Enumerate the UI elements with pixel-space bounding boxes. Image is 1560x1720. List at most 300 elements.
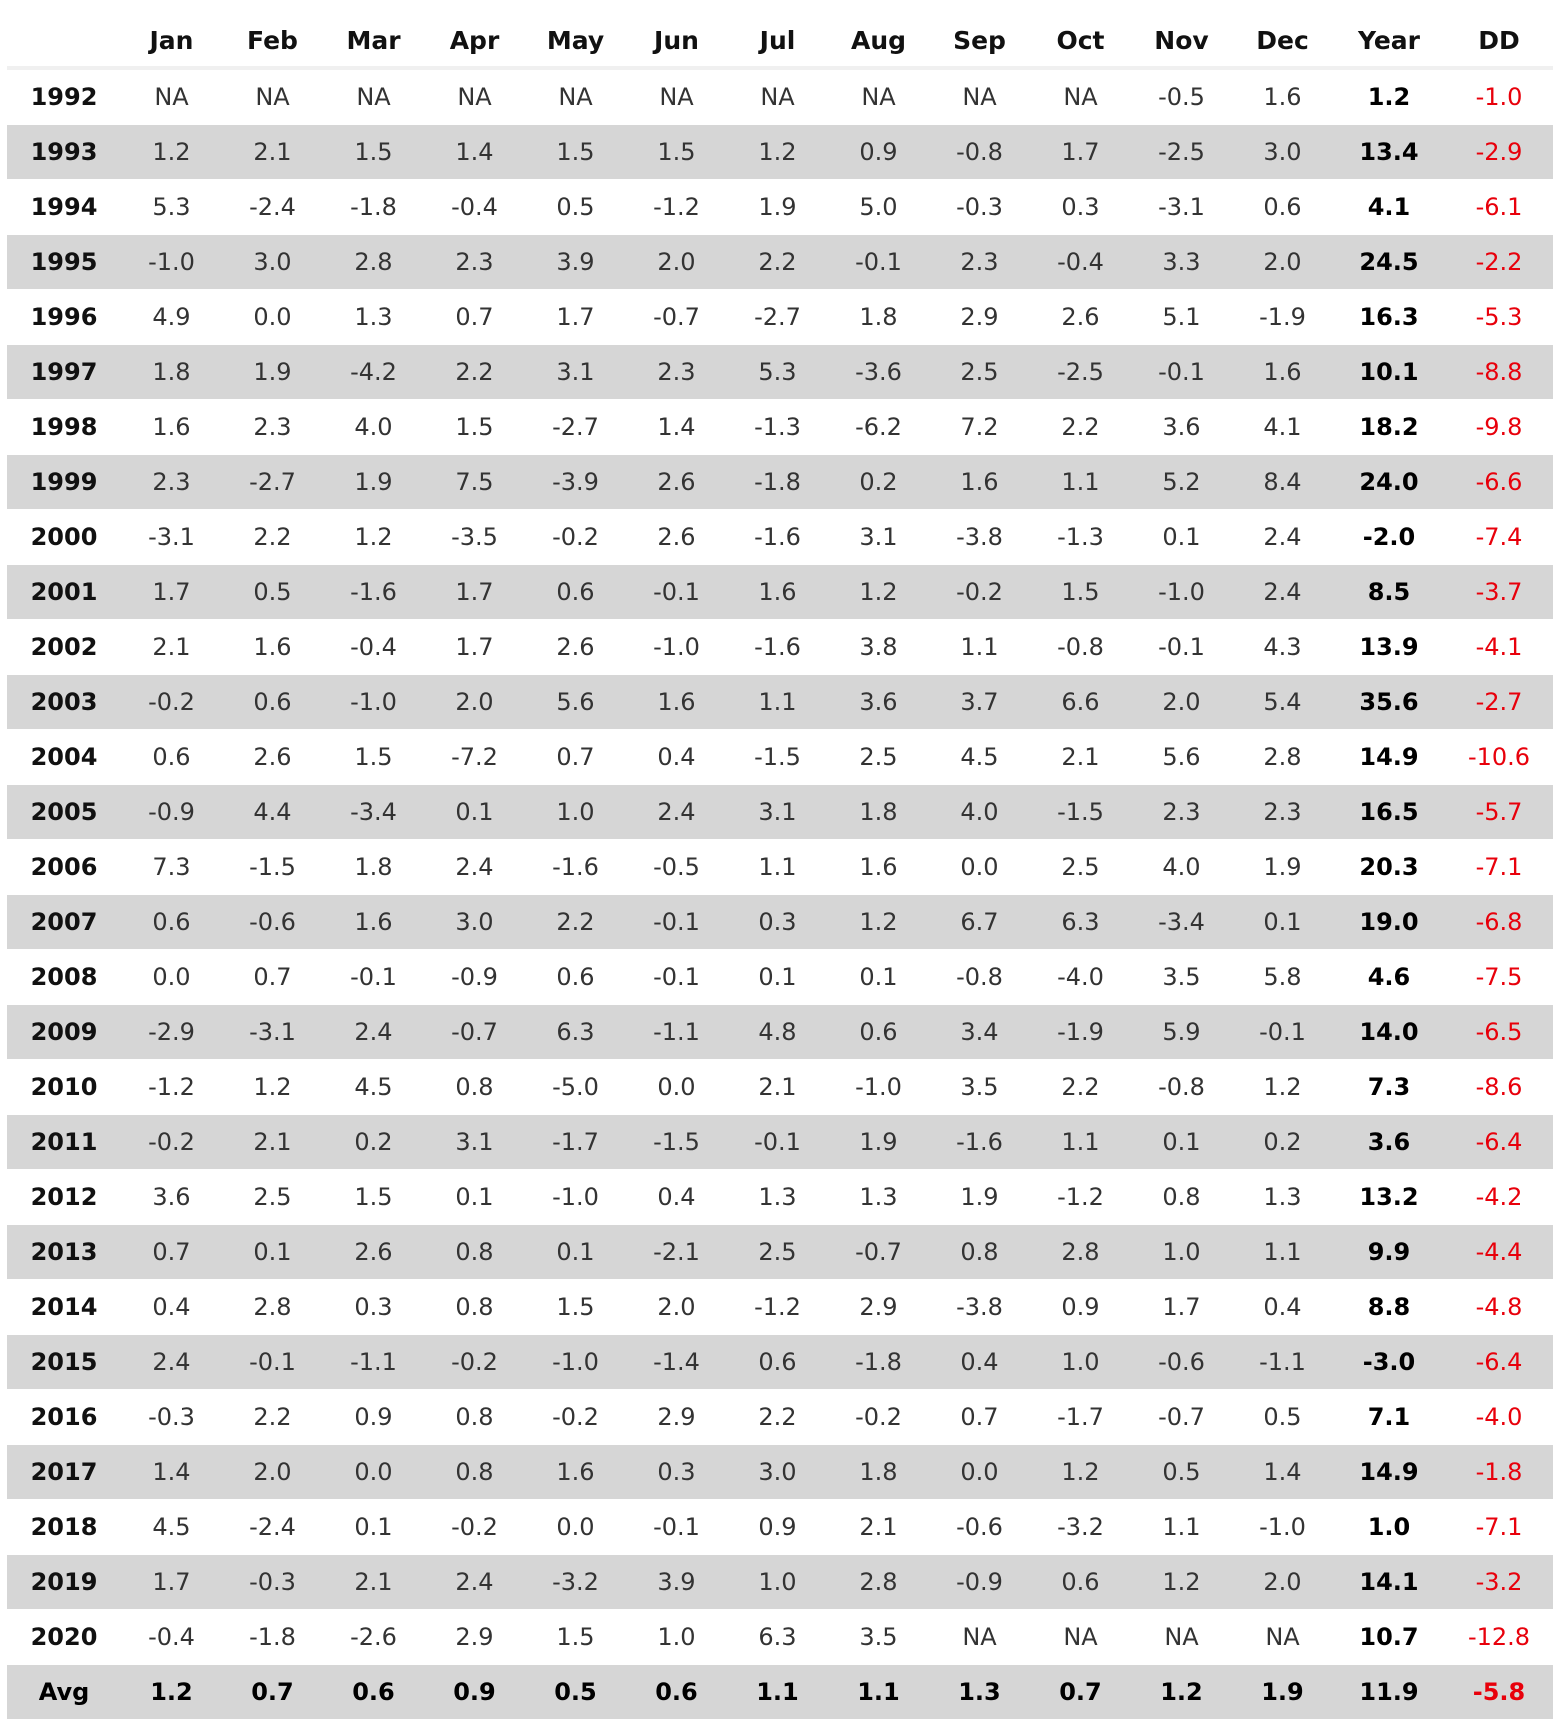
month-return-cell: 1.6 <box>626 675 727 730</box>
column-header-oct: Oct <box>1030 14 1131 68</box>
table-row <box>7 1170 1553 1225</box>
month-return-cell: 2.6 <box>626 455 727 510</box>
column-header-jun: Jun <box>626 14 727 68</box>
month-return-cell: 2.2 <box>222 1390 323 1445</box>
row-year-label: 1997 <box>7 345 121 400</box>
month-return-cell: 1.0 <box>727 1555 828 1610</box>
month-return-cell: 0.3 <box>626 1445 727 1500</box>
row-year-label: 2000 <box>7 510 121 565</box>
month-return-cell: -2.4 <box>222 180 323 235</box>
drawdown-cell: -2.9 <box>1445 125 1553 180</box>
table-row <box>7 840 1553 895</box>
column-header-mar: Mar <box>323 14 424 68</box>
month-return-cell: 1.1 <box>1131 1500 1232 1555</box>
month-return-cell: -7.2 <box>424 730 525 785</box>
month-return-cell: 1.5 <box>323 730 424 785</box>
month-return-cell: 0.1 <box>727 950 828 1005</box>
month-return-cell: -2.7 <box>727 290 828 345</box>
month-return-cell: 5.8 <box>1232 950 1333 1005</box>
month-return-cell: 3.0 <box>222 235 323 290</box>
month-return-cell: -1.8 <box>222 1610 323 1665</box>
month-return-cell: 7.3 <box>121 840 222 895</box>
month-return-cell: NA <box>929 68 1030 125</box>
column-header-year: Year <box>1333 14 1445 68</box>
month-return-cell: 0.9 <box>727 1500 828 1555</box>
month-return-cell: 1.6 <box>1232 68 1333 125</box>
month-return-cell: -3.2 <box>1030 1500 1131 1555</box>
month-return-cell: 2.4 <box>1232 510 1333 565</box>
month-return-cell: 2.0 <box>1232 235 1333 290</box>
drawdown-cell: -5.3 <box>1445 290 1553 345</box>
month-return-cell: 4.5 <box>121 1500 222 1555</box>
drawdown-cell: -1.0 <box>1445 68 1553 125</box>
month-return-cell: 4.9 <box>121 290 222 345</box>
month-return-cell: NA <box>828 68 929 125</box>
month-return-cell: 0.6 <box>525 565 626 620</box>
month-return-cell: 3.4 <box>929 1005 1030 1060</box>
month-return-cell: 2.0 <box>626 1280 727 1335</box>
month-return-cell: NA <box>424 68 525 125</box>
annual-return-cell: 7.3 <box>1333 1060 1445 1115</box>
month-return-cell: 2.1 <box>121 620 222 675</box>
month-return-cell: -0.3 <box>929 180 1030 235</box>
table-row <box>7 180 1553 235</box>
average-row <box>7 1665 1553 1720</box>
month-return-cell: -3.1 <box>1131 180 1232 235</box>
month-return-cell: -0.7 <box>828 1225 929 1280</box>
month-return-cell: 3.8 <box>828 620 929 675</box>
month-return-cell: -1.3 <box>1030 510 1131 565</box>
month-return-cell: 4.5 <box>323 1060 424 1115</box>
month-return-cell: 1.7 <box>1030 125 1131 180</box>
month-return-cell: -2.1 <box>626 1225 727 1280</box>
month-return-cell: 4.1 <box>1232 400 1333 455</box>
table-row <box>7 675 1553 730</box>
row-year-label: 1996 <box>7 290 121 345</box>
month-return-cell: -0.2 <box>828 1390 929 1445</box>
month-return-cell: 0.1 <box>323 1500 424 1555</box>
month-return-cell: 2.3 <box>929 235 1030 290</box>
month-return-cell: -6.2 <box>828 400 929 455</box>
month-return-cell: -0.1 <box>626 1500 727 1555</box>
month-return-cell: -3.6 <box>828 345 929 400</box>
month-return-cell: 1.2 <box>1131 1665 1232 1720</box>
month-return-cell: NA <box>626 68 727 125</box>
month-return-cell: -1.6 <box>727 620 828 675</box>
row-year-label: 2016 <box>7 1390 121 1445</box>
month-return-cell: 0.6 <box>828 1005 929 1060</box>
month-return-cell: -1.2 <box>121 1060 222 1115</box>
annual-return-cell: 14.0 <box>1333 1005 1445 1060</box>
month-return-cell: 2.2 <box>1030 1060 1131 1115</box>
month-return-cell: -0.3 <box>222 1555 323 1610</box>
month-return-cell: 2.9 <box>626 1390 727 1445</box>
month-return-cell: -0.9 <box>424 950 525 1005</box>
month-return-cell: -1.4 <box>626 1335 727 1390</box>
row-year-label: 2004 <box>7 730 121 785</box>
month-return-cell: 1.8 <box>121 345 222 400</box>
table-row <box>7 125 1553 180</box>
month-return-cell: 0.6 <box>1232 180 1333 235</box>
month-return-cell: 5.6 <box>1131 730 1232 785</box>
month-return-cell: 1.8 <box>828 1445 929 1500</box>
month-return-cell: -0.1 <box>323 950 424 1005</box>
table-row <box>7 730 1553 785</box>
drawdown-cell: -3.2 <box>1445 1555 1553 1610</box>
month-return-cell: -1.5 <box>727 730 828 785</box>
month-return-cell: 2.3 <box>121 455 222 510</box>
month-return-cell: 0.1 <box>1232 895 1333 950</box>
drawdown-cell: -5.8 <box>1445 1665 1553 1720</box>
month-return-cell: 2.6 <box>1030 290 1131 345</box>
month-return-cell: 0.8 <box>929 1225 1030 1280</box>
row-year-label: 2013 <box>7 1225 121 1280</box>
annual-return-cell: 14.1 <box>1333 1555 1445 1610</box>
month-return-cell: 1.5 <box>626 125 727 180</box>
month-return-cell: 3.1 <box>727 785 828 840</box>
drawdown-cell: -6.6 <box>1445 455 1553 510</box>
month-return-cell: 2.5 <box>929 345 1030 400</box>
month-return-cell: 1.7 <box>121 1555 222 1610</box>
row-year-label: 2007 <box>7 895 121 950</box>
row-year-label: 2014 <box>7 1280 121 1335</box>
month-return-cell: 0.3 <box>323 1280 424 1335</box>
month-return-cell: 2.9 <box>424 1610 525 1665</box>
row-year-label: 1999 <box>7 455 121 510</box>
month-return-cell: -0.2 <box>121 1115 222 1170</box>
month-return-cell: -0.1 <box>727 1115 828 1170</box>
month-return-cell: 0.4 <box>626 1170 727 1225</box>
month-return-cell: 1.7 <box>424 620 525 675</box>
month-return-cell: -3.2 <box>525 1555 626 1610</box>
month-return-cell: -5.0 <box>525 1060 626 1115</box>
month-return-cell: NA <box>929 1610 1030 1665</box>
annual-return-cell: 24.5 <box>1333 235 1445 290</box>
month-return-cell: -1.0 <box>323 675 424 730</box>
month-return-cell: 2.4 <box>323 1005 424 1060</box>
month-return-cell: 1.9 <box>1232 1665 1333 1720</box>
month-return-cell: -1.0 <box>525 1335 626 1390</box>
month-return-cell: -0.1 <box>1131 345 1232 400</box>
month-return-cell: 0.3 <box>1030 180 1131 235</box>
month-return-cell: -1.8 <box>323 180 424 235</box>
month-return-cell: 0.6 <box>1030 1555 1131 1610</box>
table-row <box>7 235 1553 290</box>
row-year-label: 1995 <box>7 235 121 290</box>
month-return-cell: -3.4 <box>323 785 424 840</box>
month-return-cell: 1.2 <box>121 1665 222 1720</box>
month-return-cell: 0.7 <box>525 730 626 785</box>
month-return-cell: -0.4 <box>121 1610 222 1665</box>
month-return-cell: -0.2 <box>525 510 626 565</box>
drawdown-cell: -7.1 <box>1445 1500 1553 1555</box>
annual-return-cell: 35.6 <box>1333 675 1445 730</box>
table-row <box>7 400 1553 455</box>
month-return-cell: 2.2 <box>424 345 525 400</box>
month-return-cell: 0.9 <box>1030 1280 1131 1335</box>
month-return-cell: -1.2 <box>1030 1170 1131 1225</box>
month-return-cell: 2.8 <box>1030 1225 1131 1280</box>
row-year-label: 2008 <box>7 950 121 1005</box>
month-return-cell: 1.7 <box>1131 1280 1232 1335</box>
drawdown-cell: -6.4 <box>1445 1335 1553 1390</box>
table-row <box>7 345 1553 400</box>
column-header-may: May <box>525 14 626 68</box>
month-return-cell: 1.2 <box>828 565 929 620</box>
month-return-cell: 1.2 <box>323 510 424 565</box>
drawdown-cell: -5.7 <box>1445 785 1553 840</box>
month-return-cell: 0.6 <box>727 1335 828 1390</box>
month-return-cell: -1.8 <box>727 455 828 510</box>
month-return-cell: 0.1 <box>424 1170 525 1225</box>
row-year-label: 1994 <box>7 180 121 235</box>
annual-return-cell: 8.8 <box>1333 1280 1445 1335</box>
month-return-cell: 3.9 <box>525 235 626 290</box>
drawdown-cell: -10.6 <box>1445 730 1553 785</box>
month-return-cell: -3.5 <box>424 510 525 565</box>
month-return-cell: 0.1 <box>525 1225 626 1280</box>
month-return-cell: 0.8 <box>424 1445 525 1500</box>
month-return-cell: 0.2 <box>323 1115 424 1170</box>
month-return-cell: 1.2 <box>121 125 222 180</box>
annual-return-cell: 4.1 <box>1333 180 1445 235</box>
month-return-cell: 2.4 <box>424 1555 525 1610</box>
month-return-cell: 5.6 <box>525 675 626 730</box>
annual-return-cell: 11.9 <box>1333 1665 1445 1720</box>
returns-table-container <box>7 14 1553 1720</box>
month-return-cell: 6.3 <box>525 1005 626 1060</box>
table-row <box>7 290 1553 345</box>
annual-return-cell: 13.4 <box>1333 125 1445 180</box>
annual-return-cell: 13.2 <box>1333 1170 1445 1225</box>
month-return-cell: 1.1 <box>1030 1115 1131 1170</box>
drawdown-cell: -3.7 <box>1445 565 1553 620</box>
month-return-cell: -0.2 <box>121 675 222 730</box>
month-return-cell: 1.8 <box>323 840 424 895</box>
month-return-cell: 5.1 <box>1131 290 1232 345</box>
drawdown-cell: -4.2 <box>1445 1170 1553 1225</box>
month-return-cell: 1.1 <box>1232 1225 1333 1280</box>
month-return-cell: -0.6 <box>1131 1335 1232 1390</box>
column-header-aug: Aug <box>828 14 929 68</box>
month-return-cell: NA <box>222 68 323 125</box>
month-return-cell: -2.7 <box>525 400 626 455</box>
month-return-cell: -1.9 <box>1232 290 1333 345</box>
annual-return-cell: 7.1 <box>1333 1390 1445 1445</box>
month-return-cell: 0.8 <box>424 1280 525 1335</box>
drawdown-cell: -7.1 <box>1445 840 1553 895</box>
month-return-cell: NA <box>1030 1610 1131 1665</box>
row-year-label: 2012 <box>7 1170 121 1225</box>
month-return-cell: 1.4 <box>626 400 727 455</box>
month-return-cell: -0.1 <box>626 950 727 1005</box>
drawdown-cell: -2.7 <box>1445 675 1553 730</box>
month-return-cell: 1.6 <box>828 840 929 895</box>
month-return-cell: 2.2 <box>1030 400 1131 455</box>
month-return-cell: 1.9 <box>828 1115 929 1170</box>
month-return-cell: 2.3 <box>1232 785 1333 840</box>
month-return-cell: 1.2 <box>1131 1555 1232 1610</box>
month-return-cell: 3.9 <box>626 1555 727 1610</box>
month-return-cell: -1.6 <box>929 1115 1030 1170</box>
month-return-cell: -1.3 <box>727 400 828 455</box>
row-year-label: 2003 <box>7 675 121 730</box>
month-return-cell: 2.0 <box>424 675 525 730</box>
row-year-label: 2006 <box>7 840 121 895</box>
table-row <box>7 1335 1553 1390</box>
month-return-cell: 4.3 <box>1232 620 1333 675</box>
month-return-cell: 2.0 <box>222 1445 323 1500</box>
table-body <box>7 68 1553 1720</box>
month-return-cell: 2.6 <box>323 1225 424 1280</box>
month-return-cell: 2.0 <box>1232 1555 1333 1610</box>
month-return-cell: 2.4 <box>424 840 525 895</box>
month-return-cell: 0.1 <box>1131 510 1232 565</box>
table-row <box>7 510 1553 565</box>
month-return-cell: 2.9 <box>828 1280 929 1335</box>
month-return-cell: 1.8 <box>828 290 929 345</box>
annual-return-cell: 24.0 <box>1333 455 1445 510</box>
month-return-cell: -1.6 <box>323 565 424 620</box>
month-return-cell: 4.8 <box>727 1005 828 1060</box>
month-return-cell: 3.7 <box>929 675 1030 730</box>
month-return-cell: 4.0 <box>1131 840 1232 895</box>
drawdown-cell: -6.4 <box>1445 1115 1553 1170</box>
month-return-cell: -0.1 <box>626 565 727 620</box>
month-return-cell: 3.5 <box>929 1060 1030 1115</box>
month-return-cell: -0.7 <box>1131 1390 1232 1445</box>
month-return-cell: 7.2 <box>929 400 1030 455</box>
month-return-cell: 0.0 <box>929 840 1030 895</box>
month-return-cell: 1.3 <box>828 1170 929 1225</box>
table-row <box>7 950 1553 1005</box>
table-row <box>7 1610 1553 1665</box>
row-year-label: 2009 <box>7 1005 121 1060</box>
month-return-cell: 1.2 <box>1030 1445 1131 1500</box>
month-return-cell: -0.5 <box>626 840 727 895</box>
month-return-cell: 6.6 <box>1030 675 1131 730</box>
month-return-cell: 1.5 <box>424 400 525 455</box>
month-return-cell: NA <box>121 68 222 125</box>
month-return-cell: 1.3 <box>1232 1170 1333 1225</box>
month-return-cell: 6.3 <box>727 1610 828 1665</box>
month-return-cell: 5.4 <box>1232 675 1333 730</box>
month-return-cell: -1.2 <box>626 180 727 235</box>
column-header-feb: Feb <box>222 14 323 68</box>
table-row <box>7 895 1553 950</box>
drawdown-cell: -4.8 <box>1445 1280 1553 1335</box>
month-return-cell: NA <box>1232 1610 1333 1665</box>
month-return-cell: -0.6 <box>222 895 323 950</box>
month-return-cell: 0.1 <box>828 950 929 1005</box>
month-return-cell: -3.4 <box>1131 895 1232 950</box>
month-return-cell: -1.0 <box>1232 1500 1333 1555</box>
month-return-cell: 2.8 <box>222 1280 323 1335</box>
table-row <box>7 1225 1553 1280</box>
month-return-cell: 1.2 <box>727 125 828 180</box>
month-return-cell: 1.5 <box>1030 565 1131 620</box>
month-return-cell: 1.0 <box>1030 1335 1131 1390</box>
month-return-cell: 2.6 <box>525 620 626 675</box>
month-return-cell: -0.6 <box>929 1500 1030 1555</box>
month-return-cell: 1.0 <box>626 1610 727 1665</box>
month-return-cell: 1.1 <box>1030 455 1131 510</box>
row-year-label: 2017 <box>7 1445 121 1500</box>
month-return-cell: 0.0 <box>929 1445 1030 1500</box>
month-return-cell: 1.3 <box>727 1170 828 1225</box>
annual-return-cell: 8.5 <box>1333 565 1445 620</box>
month-return-cell: 2.3 <box>222 400 323 455</box>
month-return-cell: 1.5 <box>525 1610 626 1665</box>
month-return-cell: 1.9 <box>727 180 828 235</box>
month-return-cell: -1.7 <box>1030 1390 1131 1445</box>
annual-return-cell: -3.0 <box>1333 1335 1445 1390</box>
table-row <box>7 1280 1553 1335</box>
month-return-cell: NA <box>525 68 626 125</box>
month-return-cell: 0.4 <box>929 1335 1030 1390</box>
table-row <box>7 68 1553 125</box>
month-return-cell: 2.1 <box>222 1115 323 1170</box>
month-return-cell: -0.8 <box>1131 1060 1232 1115</box>
month-return-cell: -1.2 <box>727 1280 828 1335</box>
month-return-cell: 0.2 <box>1232 1115 1333 1170</box>
month-return-cell: -1.6 <box>525 840 626 895</box>
row-year-label: 2019 <box>7 1555 121 1610</box>
month-return-cell: 1.4 <box>424 125 525 180</box>
month-return-cell: -0.2 <box>424 1500 525 1555</box>
month-return-cell: 0.8 <box>424 1390 525 1445</box>
month-return-cell: -1.8 <box>828 1335 929 1390</box>
month-return-cell: 5.9 <box>1131 1005 1232 1060</box>
month-return-cell: 1.1 <box>727 675 828 730</box>
month-return-cell: 2.5 <box>1030 840 1131 895</box>
month-return-cell: -1.7 <box>525 1115 626 1170</box>
annual-return-cell: 4.6 <box>1333 950 1445 1005</box>
row-year-label: 2002 <box>7 620 121 675</box>
table-row <box>7 1060 1553 1115</box>
month-return-cell: 2.8 <box>828 1555 929 1610</box>
month-return-cell: 3.3 <box>1131 235 1232 290</box>
drawdown-cell: -7.5 <box>1445 950 1553 1005</box>
month-return-cell: -0.7 <box>626 290 727 345</box>
drawdown-cell: -7.4 <box>1445 510 1553 565</box>
month-return-cell: 2.1 <box>828 1500 929 1555</box>
month-return-cell: 2.4 <box>121 1335 222 1390</box>
month-return-cell: -1.0 <box>525 1170 626 1225</box>
month-return-cell: -0.4 <box>323 620 424 675</box>
month-return-cell: 0.8 <box>424 1225 525 1280</box>
month-return-cell: 0.0 <box>121 950 222 1005</box>
month-return-cell: 7.5 <box>424 455 525 510</box>
table-row <box>7 1500 1553 1555</box>
month-return-cell: 0.7 <box>222 1665 323 1720</box>
month-return-cell: 1.6 <box>525 1445 626 1500</box>
month-return-cell: NA <box>727 68 828 125</box>
table-row <box>7 1390 1553 1445</box>
drawdown-cell: -6.8 <box>1445 895 1553 950</box>
month-return-cell: NA <box>1030 68 1131 125</box>
month-return-cell: 0.4 <box>121 1280 222 1335</box>
month-return-cell: 1.1 <box>929 620 1030 675</box>
month-return-cell: 1.3 <box>929 1665 1030 1720</box>
month-return-cell: 1.7 <box>121 565 222 620</box>
month-return-cell: 6.3 <box>1030 895 1131 950</box>
month-return-cell: 1.5 <box>323 1170 424 1225</box>
column-header-apr: Apr <box>424 14 525 68</box>
month-return-cell: 4.5 <box>929 730 1030 785</box>
month-return-cell: -0.4 <box>424 180 525 235</box>
month-return-cell: -0.1 <box>1131 620 1232 675</box>
